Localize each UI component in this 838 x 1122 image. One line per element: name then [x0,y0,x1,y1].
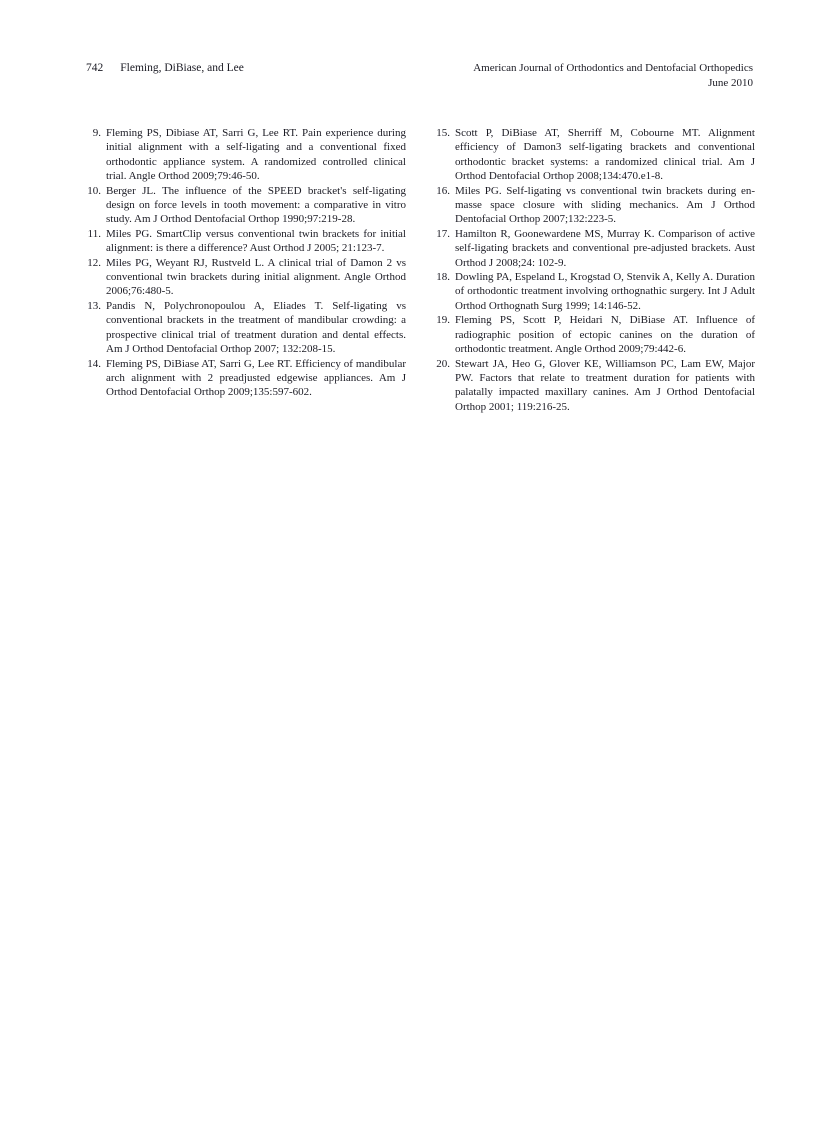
reference-number: 12. [87,256,101,269]
reference-number: 13. [87,299,101,312]
running-head-right [473,61,753,91]
reference-number: 15. [436,127,450,139]
reference-item-16 [435,184,755,227]
reference-text: Berger JL. The influence of the SPEED bracket's self-ligating design on force levels in tooth movement: a comparative in vitro study. Am J Orthod Dentofacial Orthop 1990;97:219-28. [106,184,406,226]
running-authors: Fleming, DiBiase, and Lee [120,62,244,74]
reference-item-17 [435,227,755,270]
running-head-left [86,61,244,76]
reference-number: 11. [87,227,101,240]
reference-number: 18. [436,271,450,284]
references-section [86,126,755,414]
reference-item-18 [435,270,755,313]
references-right-column [435,126,755,414]
reference-text: Pandis N, Polychronopoulou A, Eliades T. Self-ligating vs conventional brackets in the treatment of mandibular crowding: a prospective clinical trial of treatment duration and dental effects. Am J Orthod Dentofacial Orthop 2007; 132:208-15. [106,299,406,356]
reference-text: Hamilton R, Goonewardene MS, Murray K. Comparison of active self-ligating brackets and conventional pre-adjusted brackets. Aust Orthod J 2008;24: 102-9. [455,227,755,269]
references-left-column [86,126,406,414]
reference-number: 10. [87,184,101,197]
reference-number: 17. [436,227,450,240]
reference-number: 19. [436,314,450,327]
reference-item-14 [86,357,406,400]
reference-item-9 [86,126,406,184]
reference-text: Miles PG, Weyant RJ, Rustveld L. A clinical trial of Damon 2 vs conventional twin brackets during initial alignment. Angle Orthod 2006;76:480-5. [106,256,406,298]
reference-number: 20. [436,357,450,370]
page-number: 742 [86,62,104,74]
reference-text: Fleming PS, Scott P, Heidari N, DiBiase AT. Influence of radiographic position of ectopic canines on the duration of orthodontic treatment. Angle Orthod 2009;79:442-6. [455,314,755,356]
reference-item-12 [86,256,406,299]
reference-item-15 [435,126,755,184]
journal-name: American Journal of Orthodontics and Dentofacial Orthopedics [473,62,753,74]
reference-item-20 [435,357,755,415]
reference-number: 9. [92,127,101,139]
reference-item-11 [86,227,406,256]
issue-date: June 2010 [708,76,753,89]
reference-number: 16. [436,184,450,197]
reference-number: 14. [87,357,101,370]
reference-item-10 [86,184,406,227]
reference-item-19 [435,313,755,356]
reference-item-13 [86,299,406,357]
reference-text: Scott P, DiBiase AT, Sherriff M, Cobourne MT. Alignment efficiency of Damon3 self-ligating brackets and conventional orthodontic bracket systems: a randomized clinical trial. Am J Orthod Dentofacial Orthop 2008;134:470.e1-8. [455,127,755,183]
running-head [86,61,753,91]
reference-text: Stewart JA, Heo G, Glover KE, Williamson PC, Lam EW, Major PW. Factors that relate to treatment duration for patients with palatally impacted maxillary canines. Am J Orthod Dentofacial Orthop 2001; 119:216-25. [455,357,755,413]
reference-text: Miles PG. SmartClip versus conventional twin brackets for initial alignment: is there a difference? Aust Orthod J 2005; 21:123-7. [106,227,406,255]
reference-text: Dowling PA, Espeland L, Krogstad O, Stenvik A, Kelly A. Duration of orthodontic treatment involving orthognathic surgery. Int J Adult Orthod Orthognath Surg 1999; 14:146-52. [455,271,755,312]
reference-text: Miles PG. Self-ligating vs conventional twin brackets during en-masse space closure with sliding mechanics. Am J Orthod Dentofacial Orthop 2007;132:223-5. [455,184,755,226]
reference-text: Fleming PS, Dibiase AT, Sarri G, Lee RT. Pain experience during initial alignment with a self-ligating and a conventional fixed orthodontic appliance system. A randomized controlled clinical trial. Angle Orthod 2009;79:46-50. [106,127,406,183]
reference-text: Fleming PS, DiBiase AT, Sarri G, Lee RT. Efficiency of mandibular arch alignment with 2 preadjusted edgewise appliances. Am J Orthod Dentofacial Orthop 2009;135:597-602. [106,357,406,399]
